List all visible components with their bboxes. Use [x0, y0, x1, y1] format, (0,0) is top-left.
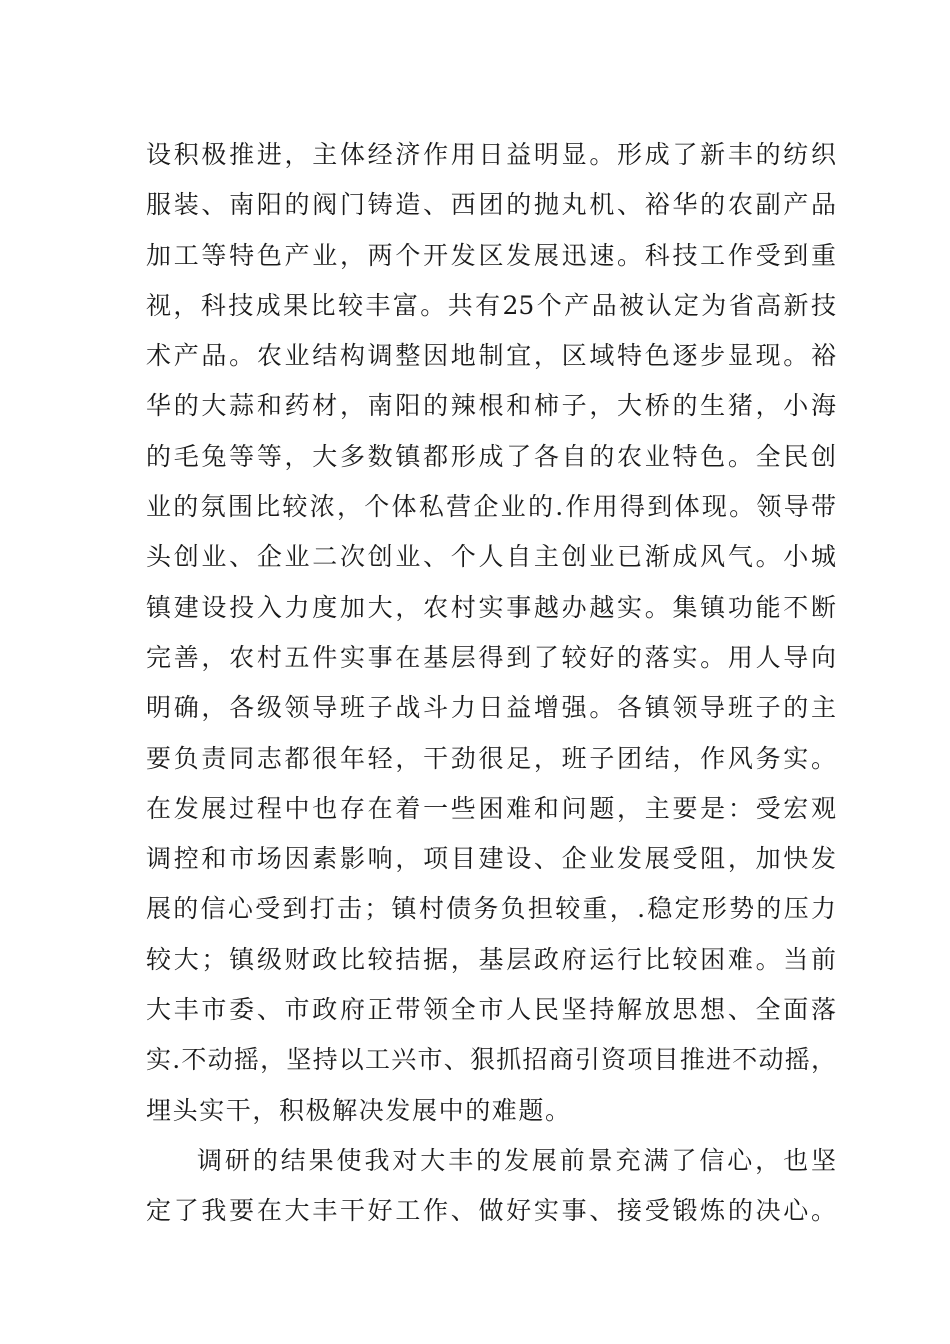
text-line-9: 头创业、企业二次创业、个人自主创业已渐成风气。小城 [146, 542, 836, 572]
text-line-20: 埋头实干，积极解决发展中的难题。 [146, 1095, 572, 1125]
text-line-11: 完善，农村五件实事在基层得到了较好的落实。用人导向 [146, 642, 836, 672]
text-line-13: 要负责同志都很年轻，干劲很足，班子团结，作风务实。 [146, 743, 836, 773]
text-line-1: 设积极推进，主体经济作用日益明显。形成了新丰的纺织 [146, 140, 836, 169]
text-line-4: 视，科技成果比较丰富。共有25个产品被认定为省高新技 [146, 290, 836, 320]
text-line-18: 大丰市委、市政府正带领全市人民坚持解放思想、全面落 [146, 995, 836, 1025]
text-line-17: 较大；镇级财政比较拮据，基层政府运行比较困难。当前 [146, 944, 836, 974]
text-line-16: 展的信心受到打击；镇村债务负担较重，.稳定形势的压力 [146, 894, 836, 924]
text-line-8: 业的氛围比较浓，个体私营企业的.作用得到体现。领导带 [146, 492, 836, 522]
text-line-6: 华的大蒜和药材，南阳的辣根和柿子，大桥的生猪，小海 [146, 391, 836, 421]
text-line-19: 实.不动摇，坚持以工兴市、狠抓招商引资项目推进不动摇， [146, 1045, 836, 1075]
text-line-15: 调控和市场因素影响，项目建设、企业发展受阻，加快发 [146, 844, 836, 874]
paragraph-2-line-1: 调研的结果使我对大丰的发展前景充满了信心，也坚 [197, 1145, 836, 1175]
text-line-3: 加工等特色产业，两个开发区发展迅速。科技工作受到重 [146, 240, 836, 270]
body-text [146, 130, 836, 1237]
text-line-10: 镇建设投入力度加大，农村实事越办越实。集镇功能不断 [146, 592, 836, 622]
text-line-5: 术产品。农业结构调整因地制宜，区域特色逐步显现。裕 [146, 341, 836, 371]
text-line-2: 服装、南阳的阀门铸造、西团的抛丸机、裕华的农副产品 [146, 190, 836, 220]
text-line-14: 在发展过程中也存在着一些困难和问题，主要是：受宏观 [146, 793, 836, 823]
text-line-7: 的毛兔等等，大多数镇都形成了各自的农业特色。全民创 [146, 441, 836, 471]
paragraph-2-line-2: 定了我要在大丰干好工作、做好实事、接受锻炼的决心。 [146, 1196, 836, 1226]
text-line-12: 明确，各级领导班子战斗力日益增强。各镇领导班子的主 [146, 693, 836, 723]
